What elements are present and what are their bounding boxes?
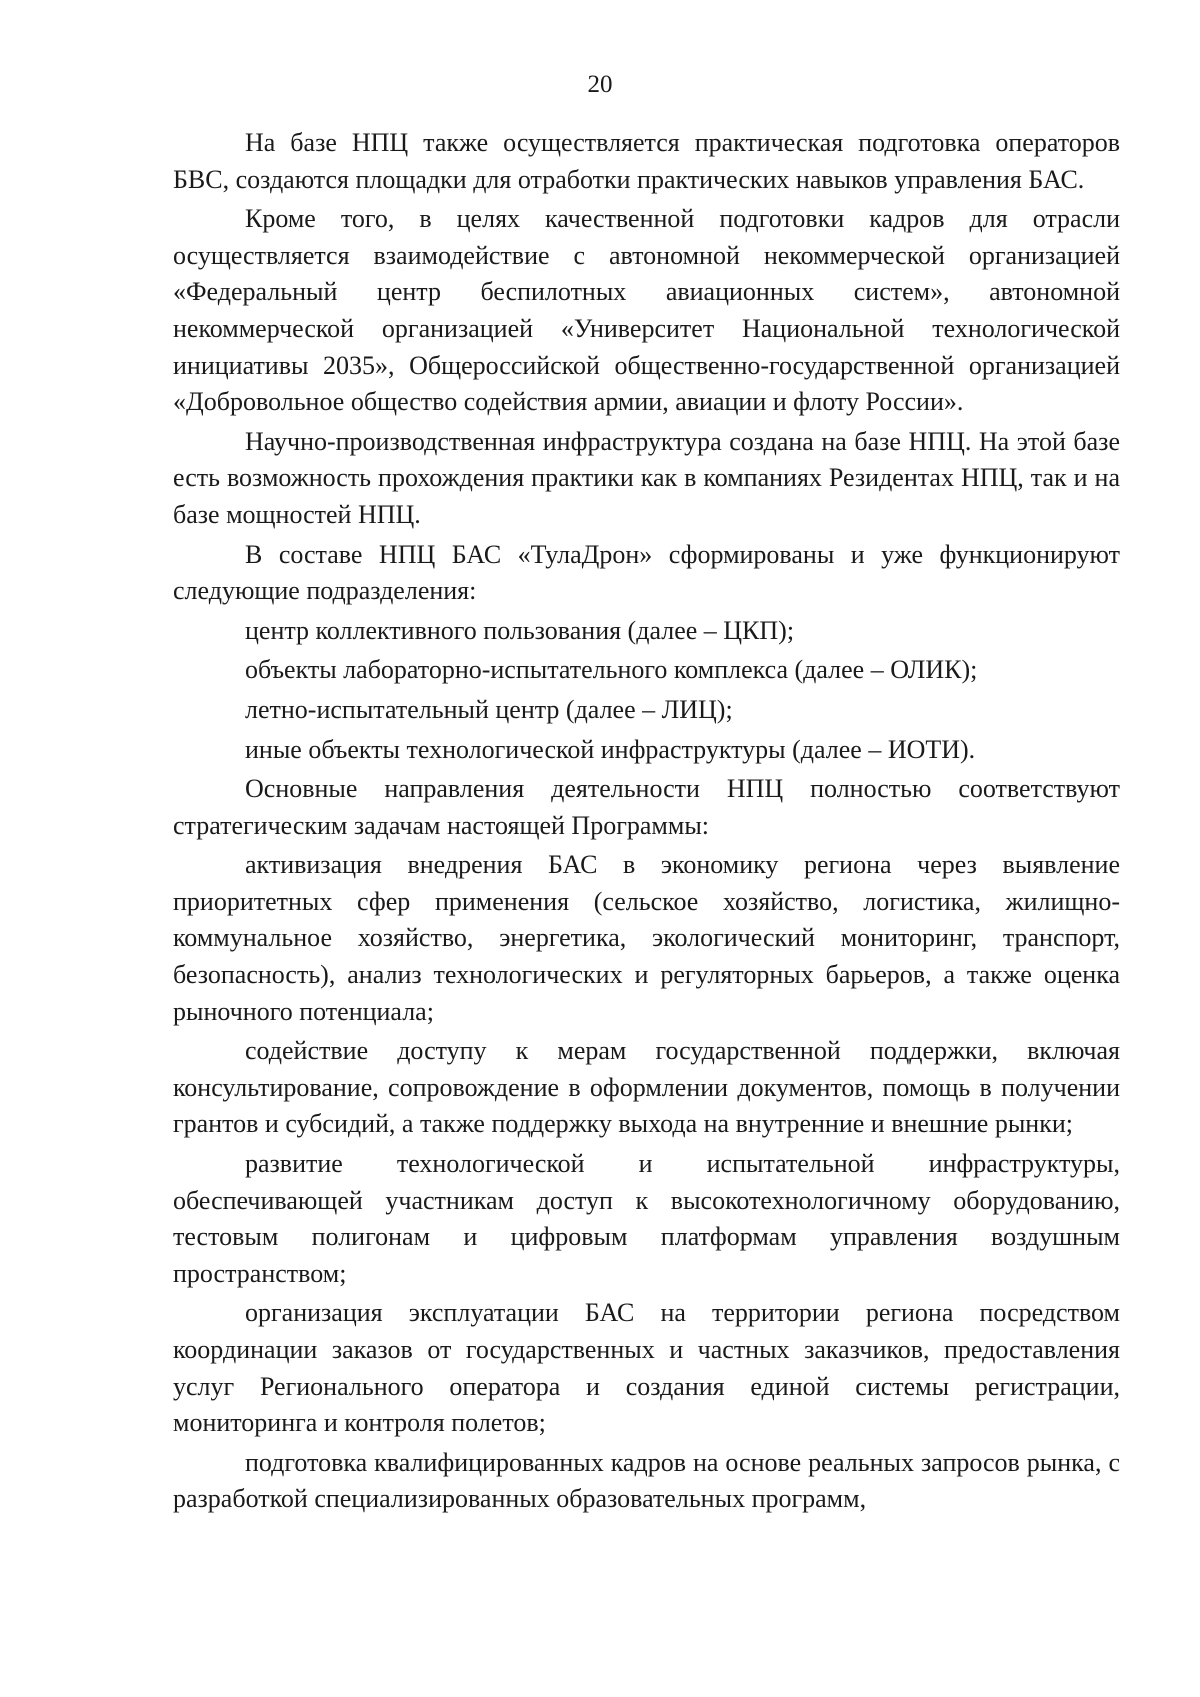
list-item-direction: организация эксплуатации БАС на территории региона посредством координации заказов от государственных и частных заказчиков, предоставления услуг Регионального оператора и создания единой системы регистрации, мониторинга и контроля полетов; (173, 1298, 1120, 1438)
list-item-unit: объекты лабораторно-испытательного комплекса (далее – ОЛИК); (245, 655, 978, 685)
list-item-direction: подготовка квалифицированных кадров на основе реальных запросов рынка, с разработкой специализированных образовательных программ, (173, 1447, 1120, 1514)
list-item-unit: центр коллективного пользования (далее – ЦКП); (245, 615, 795, 645)
page-number: 20 (587, 71, 613, 98)
list-item-direction: активизация внедрения БАС в экономику региона через выявление приоритетных сфер применения (сельское хозяйство, логистика, жилищно-коммунальное хозяйство, энергетика, экологический мониторинг, транспорт, безопасность), анализ технологических и регуляторных барьеров, а также оценка рыночного потенциала; (173, 850, 1120, 1026)
list-item-unit: летно-испытательный центр (далее – ЛИЦ); (245, 694, 733, 724)
paragraph-cooperation: Кроме того, в целях качественной подготовки кадров для отрасли осуществляется взаимодействие с автономной некоммерческой организацией «Федеральный центр беспилотных авиационных систем», автономной некоммерческой организацией «Университет Национальной технологической инициативы 2035», Общероссийской общественно-государственной организацией «Добровольное общество содействия армии, авиации и флоту России». (173, 204, 1120, 417)
paragraph-practical-training: На базе НПЦ также осуществляется практическая подготовка операторов БВС, создаются площадки для отработки практических навыков управления БАС. (173, 128, 1120, 194)
list-item-direction: содействие доступу к мерам государственной поддержки, включая консультирование, сопровождение в оформлении документов, помощь в получении грантов и субсидий, а также поддержку выхода на внутренние и внешние рынки; (173, 1036, 1120, 1139)
list-item-unit: иные объекты технологической инфраструктуры (далее – ИОТИ). (245, 734, 976, 764)
list-item-direction: развитие технологической и испытательной инфраструктуры, обеспечивающей участникам доступ к высокотехнологичному оборудованию, тестовым полигонам и цифровым платформам управления воздушным пространством; (173, 1149, 1120, 1288)
paragraph-directions-intro: Основные направления деятельности НПЦ полностью соответствуют стратегическим задачам настоящей Программы: (173, 774, 1120, 840)
paragraph-infrastructure: Научно-производственная инфраструктура создана на базе НПЦ. На этой базе есть возможность прохождения практики как в компаниях Резидентах НПЦ, так и на базе мощностей НПЦ. (173, 426, 1120, 529)
paragraph-units-intro: В составе НПЦ БАС «ТулаДрон» сформированы и уже функционируют следующие подразделения: (173, 539, 1120, 606)
document-body (173, 125, 1120, 1521)
